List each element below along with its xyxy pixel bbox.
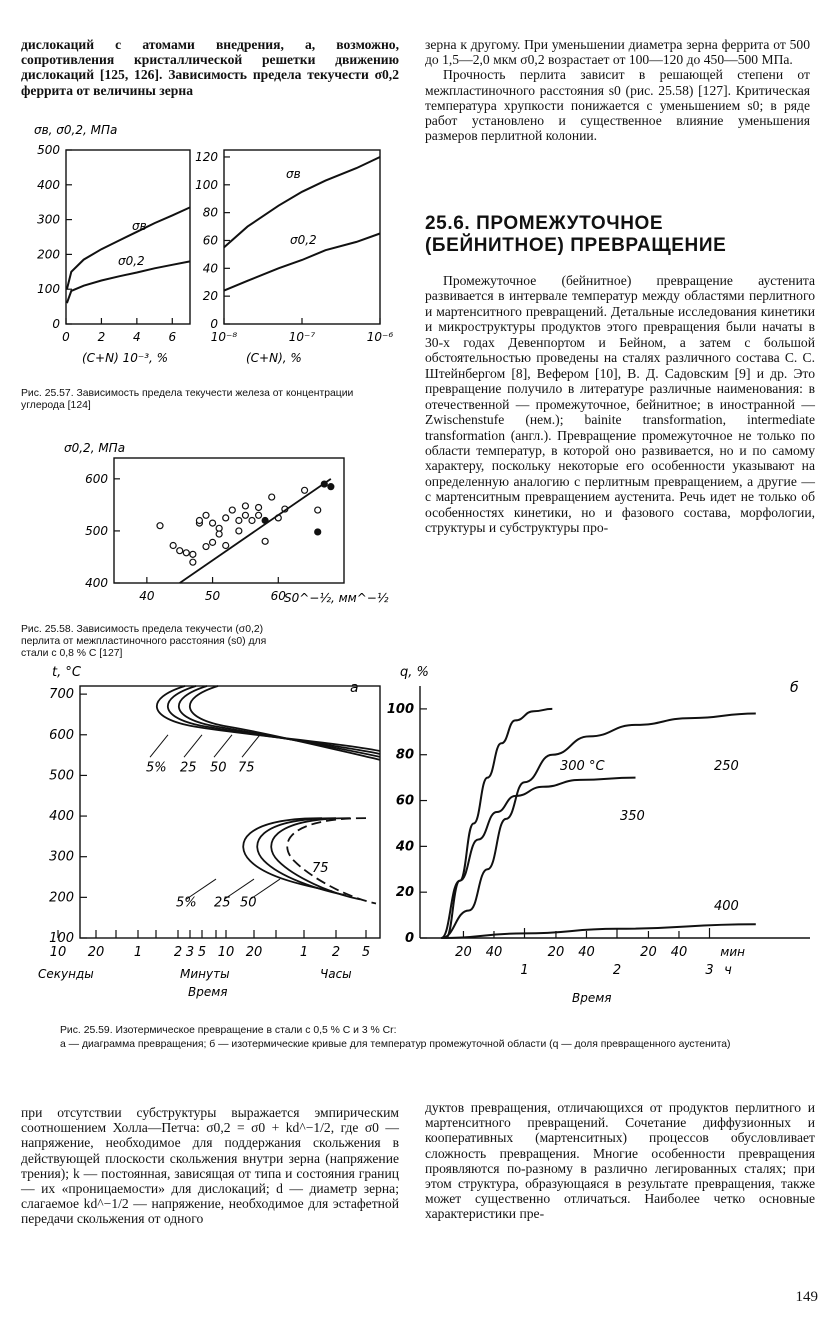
fig59a-upper-curve-label: 50 — [210, 760, 227, 776]
paragraph-bainite-products: дуктов превращения, отличающихся от продуктов перлитного и мартенситного превращений. Сочетание диффузионных и кооперативных (мартенситных) процессов обусловливает сложность превращения. Многие особенности превращения проявляются по-разному в различно легированных сталях; при этом структура, образующаяся в результате превращения, также может существенно отличаться. Наиболее четко основные характеристики пре- — [425, 1100, 815, 1222]
right-column-text — [425, 37, 810, 143]
fig57-left-xtick-label: 0 — [62, 330, 70, 344]
fig59a-upper-curve-label: 5% — [146, 760, 167, 776]
fig59-kinetic-curves — [387, 686, 810, 978]
fig58-data-point — [242, 503, 248, 509]
section-heading-line2: (БЕЙНИТНОЕ) ПРЕВРАЩЕНИЕ — [425, 235, 727, 256]
fig59a-upper-leader — [150, 735, 168, 757]
fig57-left-series-line — [67, 207, 190, 289]
fig58-data-point — [328, 484, 334, 490]
fig59b-xtick-label: 40 — [578, 945, 595, 960]
fig58-caption — [21, 624, 393, 660]
fig59a-xtick-label: 1 — [299, 945, 309, 960]
page-number: 149 — [795, 1289, 818, 1305]
fig57-left-ytick-label: 100 — [37, 282, 60, 297]
fig59a-xtick-label: 3 — [185, 945, 195, 960]
fig59a-ytick-label: 400 — [49, 809, 74, 825]
fig58-data-point — [229, 507, 235, 513]
paragraph-pearlite-strength: Прочность перлита зависит в решающей степени от межпластиночного расстояния s0 (рис. 25.58) [127]. Критическая температура хрупкости понижается с уменьшением s0; в ряде работ установлено и существенное влияние уменьшения размеров перлитной колонии. — [425, 67, 810, 144]
fig59b-hour-label: 1 — [520, 963, 529, 978]
fig59b-hour-label: 3 — [705, 963, 714, 978]
fig59a-xtick-label: 2 — [173, 945, 183, 960]
fig59b-hour-label: 2 — [612, 963, 622, 978]
fig59b-xtick-label: 20 — [455, 945, 472, 960]
fig58-ytick-label: 500 — [85, 523, 108, 538]
fig59b-ytick-label: 60 — [395, 793, 414, 809]
fig58-data-point — [216, 531, 222, 537]
left-column-paragraph — [21, 37, 399, 98]
fig58-ytick-label: 600 — [85, 471, 108, 486]
figure-25-58 — [14, 438, 394, 608]
fig58-frame — [114, 458, 344, 583]
fig58-data-point — [269, 494, 275, 500]
fig57-ylabel: σв, σ0,2, МПа — [34, 123, 118, 137]
fig57-right-xlabel: (C+N), % — [246, 351, 302, 365]
fig59b-ytick-label: 80 — [395, 747, 414, 763]
fig58-xtick-label: 60 — [270, 589, 286, 603]
fig59b-xtick-label: 40 — [485, 945, 503, 960]
fig58-data-point — [190, 559, 196, 565]
fig58-data-point — [190, 551, 196, 557]
fig58-data-point — [183, 550, 189, 556]
fig59a-panel-label: а — [350, 680, 359, 696]
fig57-right-plot — [195, 150, 393, 344]
fig59a-upper-c-curve — [168, 686, 380, 754]
fig58-data-point — [256, 512, 262, 518]
fig59-caption-title: Рис. 25.59. Изотермическое превращение в стали с 0,5 % С и 3 % Cr: — [60, 1025, 397, 1036]
fig59b-ylabel: q, % — [400, 665, 429, 680]
fig59a-ytick-label: 500 — [49, 768, 74, 784]
fig59a-upper-leader — [184, 735, 202, 757]
fig58-data-point — [216, 525, 222, 531]
fig59a-upper-leader — [242, 735, 260, 757]
fig59a-ytick-label: 300 — [49, 849, 74, 865]
fig58-data-point — [223, 515, 229, 521]
fig58-data-point — [177, 548, 183, 554]
fig59a-unit-hours: Часы — [320, 967, 352, 981]
fig59b-ytick-label: 100 — [386, 701, 414, 717]
figure-25-57 — [14, 120, 394, 368]
fig59-ttt-diagram — [49, 686, 380, 960]
paragraph-grain-size: зерна к другому. При уменьшении диаметра зерна феррита от 500 до 1,5—2,0 мкм σ0,2 возрастает от 100—120 до 450—500 МПа. — [425, 37, 810, 68]
right-column-bainite-text — [425, 273, 815, 536]
fig59a-ytick-label: 100 — [49, 931, 74, 946]
fig57-right-curve-label-s02: σ0,2 — [290, 233, 317, 247]
fig58-data-point — [236, 528, 242, 534]
fig57-left-ytick-label: 400 — [37, 177, 60, 192]
fig58-xtick-label: 50 — [204, 589, 221, 603]
fig57-left-ytick-label: 500 — [37, 143, 60, 157]
fig59b-xtick-label: 20 — [640, 945, 657, 960]
fig57-left-xtick-label: 6 — [168, 330, 177, 344]
fig57-left-ytick-label: 0 — [52, 317, 60, 331]
fig59a-upper-leader — [214, 735, 232, 757]
fig59b-series-line — [441, 778, 635, 938]
fig58-caption-line3: стали с 0,8 % С [127] — [21, 648, 123, 659]
fig59b-series-line — [446, 709, 552, 938]
fig58-data-point — [302, 487, 308, 493]
fig59a-xtick-label: 20 — [245, 945, 263, 960]
fig58-data-point — [203, 512, 209, 518]
figure-25-59 — [20, 660, 830, 1020]
fig59b-curve-label: 300 °C — [560, 759, 605, 774]
fig58-data-point — [210, 539, 216, 545]
fig58-ylabel: σ0,2, МПа — [64, 441, 126, 455]
fig59a-upper-curve-label: 75 — [238, 760, 255, 776]
fig59b-ytick-label: 0 — [404, 931, 414, 946]
fig59b-ytick-label: 20 — [395, 885, 414, 901]
bottom-left-text — [21, 1105, 399, 1227]
fig57-right-xtick-label: 10⁻⁸ — [210, 330, 238, 344]
fig59b-series-line — [441, 924, 756, 938]
fig57-left-curve-label-s02: σ0,2 — [118, 254, 145, 268]
fig59a-xtick-label: 10 — [217, 945, 235, 960]
fig59a-xtick-label: 5 — [197, 945, 207, 960]
fig58-data-point — [157, 523, 163, 529]
fig59-caption — [60, 1025, 800, 1051]
fig59a-lower-curve-label: 75 — [312, 861, 329, 877]
fig57-left-xtick-label: 2 — [97, 330, 106, 344]
fig59-caption-legend: а — диаграмма превращения; б — изотермические кривые для температур промежуточной области (q — доля превращенного аустенита) — [60, 1039, 731, 1050]
fig57-right-curve-label-sb: σв — [286, 167, 301, 181]
fig59b-xtick-label: 20 — [547, 945, 565, 960]
fig57-left-ytick-label: 200 — [37, 247, 60, 262]
fig58-data-point — [256, 504, 262, 510]
fig59b-xtick-label: 40 — [670, 945, 688, 960]
fig58-xlabel: S0^−½, мм^−½ — [284, 591, 389, 605]
fig59b-panel-label: б — [790, 680, 799, 696]
section-heading — [425, 213, 825, 257]
fig59a-xtick-label: 20 — [87, 945, 105, 960]
fig59a-lower-curve-label: 50 — [240, 895, 257, 911]
fig57-right-ytick-label: 120 — [195, 149, 218, 164]
fig58-fit-line — [180, 479, 331, 583]
fig58-ytick-label: 400 — [85, 576, 108, 590]
fig59a-ytick-label: 600 — [49, 727, 74, 743]
fig59a-upper-curve-label: 25 — [180, 760, 197, 776]
fig58-data-point — [236, 518, 242, 524]
fig59a-xlabel: Время — [188, 985, 228, 999]
fig57-caption: Рис. 25.57. Зависимость предела текучести железа от концентрации углерода [124] — [21, 388, 354, 411]
fig59a-unit-minutes: Минуты — [180, 967, 230, 981]
fig57-right-xtick-label: 10⁻⁷ — [288, 330, 316, 344]
fig57-right-xtick-label: 10⁻⁶ — [366, 330, 394, 344]
fig58-data-point — [315, 529, 321, 535]
fig57-right-ytick-label: 80 — [202, 205, 218, 220]
paragraph-bainite-intro: Промежуточное (бейнитное) превращение аустенита развивается в интервале температур между областями перлитного и мартенситного превращений. Детальные исследования кинетики и микроструктуры продуктов этого превращения были начаты в 30-х годах Девенпортом и Бейном, а затем с большой обстоятельностью проведены на сталях различного состава С. С. Штейнбергом [8], Вефером [10], В. Д. Садовским [9] и др. Это превращение получило в литературе различные наименования: в отечественной — промежуточное, бейнитное; в иностранной — Zwischenstufe (нем.); bainite transformation, intermediate transformation (англ.). Превращение промежуточное не только по области температур, в которой оно развивается, но и по самому характеру, поскольку некоторые его особенности указывают на определенную аналогию с перлитным превращением, а другие — с мартенситным превращением аустенита. Речь идет не только об особенностях кинетики, но и фазового состава, морфологии, структуры и субструктуры про- — [425, 273, 815, 536]
fig59a-ytick-label: 200 — [49, 890, 74, 906]
fig57-right-ytick-label: 60 — [202, 233, 218, 248]
fig59b-curve-label: 350 — [620, 809, 645, 824]
paragraph-hall-petch: при отсутствии субструктуры выражается эмпирическим соотношением Холла—Петча: σ0,2 = σ0 + kd^−1/2, где σ0 — напряжение, необходимое для поддержания скольжения в действующей плоскости скольжения внутри зерна (напряжение трения); k — постоянная, зависящая от типа и состояния границ — их «проницаемости» для дислокаций; d — диаметр зерна; слагаемое kd^−1/2 — напряжение, необходимое для эстафетной передачи скольжения от одного — [21, 1105, 399, 1227]
fig58-plot — [85, 458, 344, 603]
fig59a-ylabel: t, °C — [52, 665, 81, 680]
fig58-data-point — [210, 520, 216, 526]
fig59a-ytick-label: 700 — [49, 687, 74, 703]
text-left-top: дислокаций с атомами внедрения, а, возможно, сопротивления кристаллической решетки движению дислокаций [125, 126]. Зависимость предела текучести σ0,2 феррита от величины зерна — [21, 37, 399, 98]
fig57-right-ytick-label: 20 — [202, 289, 218, 304]
fig57-left-ytick-label: 300 — [37, 212, 60, 227]
fig58-xtick-label: 40 — [139, 589, 155, 603]
fig59b-curve-label: 400 — [714, 899, 739, 914]
fig59a-lower-curve-label: 5% — [176, 895, 197, 911]
fig57-right-ytick-label: 0 — [210, 317, 218, 331]
fig58-caption-line1: Рис. 25.58. Зависимость предела текучести (σ0,2) — [21, 624, 264, 635]
fig58-data-point — [262, 538, 268, 544]
section-heading-line1: 25.6. ПРОМЕЖУТОЧНОЕ — [425, 213, 664, 234]
fig59a-lower-curve-label: 25 — [214, 895, 231, 911]
fig58-data-point — [249, 518, 255, 524]
fig58-data-point — [196, 518, 202, 524]
bottom-right-text — [425, 1100, 815, 1222]
fig59a-unit-seconds: Секунды — [38, 967, 94, 981]
fig59b-curve-label: 250 — [714, 759, 739, 774]
fig57-left-curve-label-sb: σв — [132, 219, 147, 233]
fig59a-xtick-label: 10 — [49, 945, 67, 960]
fig58-data-point — [242, 512, 248, 518]
fig58-data-point — [315, 507, 321, 513]
fig58-data-point — [223, 543, 229, 549]
fig59b-hour-label: ч — [724, 963, 732, 978]
fig59a-xtick-label: 2 — [331, 945, 341, 960]
fig59b-ytick-label: 40 — [395, 839, 414, 855]
fig58-data-point — [203, 544, 209, 550]
fig58-data-point — [170, 543, 176, 549]
fig59a-xtick-label: 5 — [361, 945, 371, 960]
fig57-right-ytick-label: 100 — [195, 177, 218, 192]
fig58-caption-line2: перлита от межпластиночного расстояния (s0) для — [21, 636, 267, 647]
fig57-left-xtick-label: 4 — [133, 330, 141, 344]
fig59b-xunit: мин — [720, 945, 745, 959]
fig57-left-plot — [37, 143, 190, 344]
fig59b-xlabel: Время — [572, 991, 612, 1005]
fig57-right-ytick-label: 40 — [202, 261, 218, 276]
fig57-left-xlabel: (C+N) 10⁻³, % — [82, 351, 169, 365]
fig59a-xtick-label: 1 — [133, 945, 143, 960]
